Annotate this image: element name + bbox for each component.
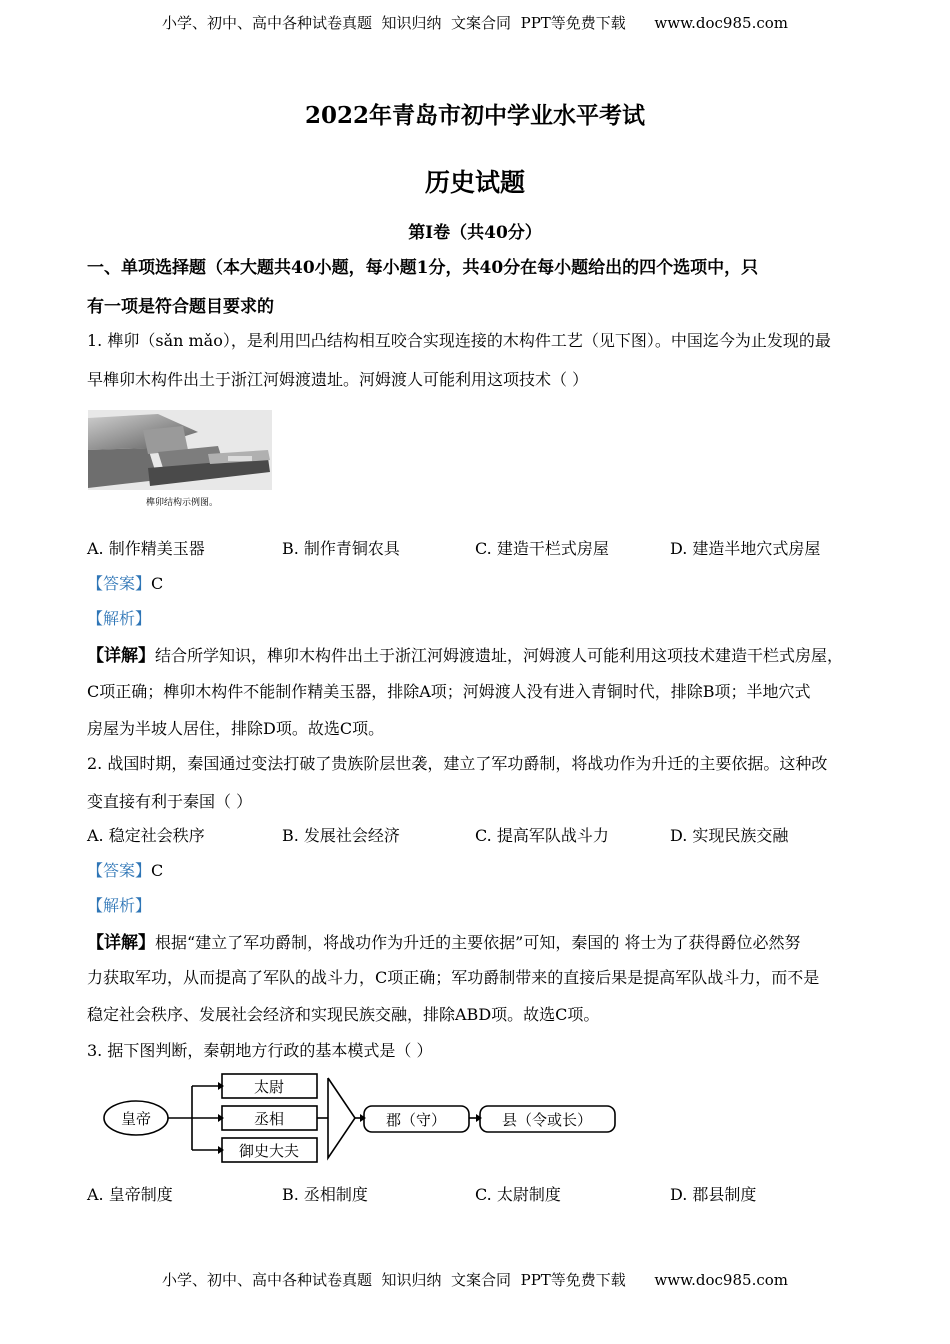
- q2-detail-line1: [87, 928, 877, 953]
- q1-detail-line3: 房屋为半坡人居住，排除D项。故选C项。: [87, 719, 385, 738]
- answer-label: 【答案】: [87, 861, 152, 880]
- q1-option-c: C. 建造干栏式房屋: [475, 539, 609, 558]
- q2-option-a: A. 稳定社会秩序: [87, 826, 205, 845]
- detail-text: 根据“建立了军功爵制，将战功作为升迁的主要依据”可知，秦国的 将士为了获得爵位必然努: [155, 933, 801, 952]
- answer-label: 【答案】: [87, 574, 152, 593]
- mortise-tenon-photo: [88, 410, 272, 510]
- detail-label: 【详解】: [87, 933, 155, 953]
- emperor-label: 皇帝: [120, 1110, 152, 1128]
- q2-option-d: D. 实现民族交融: [670, 826, 789, 845]
- exam-subtitle: 历史试题: [424, 168, 525, 197]
- q1-detail-line1: [87, 641, 877, 666]
- q3-option-b: B. 丞相制度: [282, 1185, 368, 1204]
- exam-title: 2022年青岛市初中学业水平考试: [304, 102, 645, 129]
- q1-answer: [87, 571, 877, 594]
- q3-stem-line1: 3. 据下图判断，秦朝地方行政的基本模式是（ ）: [87, 1041, 433, 1060]
- q1-option-a: A. 制作精美玉器: [87, 539, 205, 558]
- volume-heading: 第Ⅰ卷（共40分）: [408, 223, 542, 243]
- q1-detail-line2: C项正确；榫卯木构件不能制作精美玉器，排除A项；河姆渡人没有进入青铜时代，排除B项；半地穴式: [87, 682, 811, 701]
- q1-option-b: B. 制作青铜农具: [282, 539, 400, 558]
- official-taiwei: 太尉: [253, 1078, 285, 1096]
- page-header: 小学、初中、高中各种试卷真题 知识归纳 文案合同 PPT等免费下载 www.doc985.com: [161, 14, 788, 32]
- q1-option-d: D. 建造半地穴式房屋: [670, 539, 821, 558]
- detail-label: 【详解】: [87, 646, 155, 666]
- detail-text: 结合所学知识，榫卯木构件出土于浙江河姆渡遗址，河姆渡人可能利用这项技术建造干栏式房屋，: [155, 646, 844, 665]
- answer-value: C: [151, 574, 164, 593]
- q3-option-a: A. 皇帝制度: [87, 1185, 173, 1204]
- photo-caption: 榫卯结构示例图。: [146, 498, 219, 508]
- q2-stem-line2: 变直接有利于秦国（ ）: [87, 792, 253, 811]
- official-yushi: 御史大夫: [238, 1142, 300, 1160]
- q3-option-c: C. 太尉制度: [475, 1185, 561, 1204]
- q3-option-d: D. 郡县制度: [670, 1185, 757, 1204]
- converge-arrow: [328, 1078, 355, 1158]
- page-footer: 小学、初中、高中各种试卷真题 知识归纳 文案合同 PPT等免费下载 www.doc985.com: [161, 1271, 788, 1289]
- qin-administration-diagram: [100, 1070, 625, 1170]
- county-label: 县（令或长）: [501, 1111, 593, 1129]
- q2-option-b: B. 发展社会经济: [282, 826, 400, 845]
- q2-answer: [87, 858, 877, 881]
- commandery-label: 郡（守）: [385, 1111, 447, 1129]
- q2-option-c: C. 提高军队战斗力: [475, 826, 609, 845]
- answer-value: C: [151, 861, 164, 880]
- q1-stem-line2: 早榫卯木构件出土于浙江河姆渡遗址。河姆渡人可能利用这项技术（ ）: [87, 370, 589, 389]
- q2-stem-line1: 2. 战国时期，秦国通过变法打破了贵族阶层世袭，建立了军功爵制，将战功作为升迁的主要依据。这种改: [87, 754, 828, 773]
- q2-analysis-label: 【解析】: [87, 896, 152, 915]
- section-heading-line2: 有一项是符合题目要求的: [87, 297, 274, 317]
- section-heading-line1: 一、单项选择题（本大题共40小题，每小题1分，共40分在每小题给出的四个选项中，只: [87, 258, 759, 278]
- official-chengxiang: 丞相: [253, 1110, 285, 1128]
- q1-stem-line1: 1. 榫卯（sǎn mǎo），是利用凹凸结构相互咬合实现连接的木构件工艺（见下图）。中国迄今为止发现的最: [87, 331, 831, 350]
- q2-detail-line2: 力获取军功，从而提高了军队的战斗力，C项正确；军功爵制带来的直接后果是提高军队战斗力，而不是: [87, 968, 820, 987]
- q1-analysis-label: 【解析】: [87, 609, 152, 628]
- q2-detail-line3: 稳定社会秩序、发展社会经济和实现民族交融，排除ABD项。故选C项。: [87, 1005, 600, 1024]
